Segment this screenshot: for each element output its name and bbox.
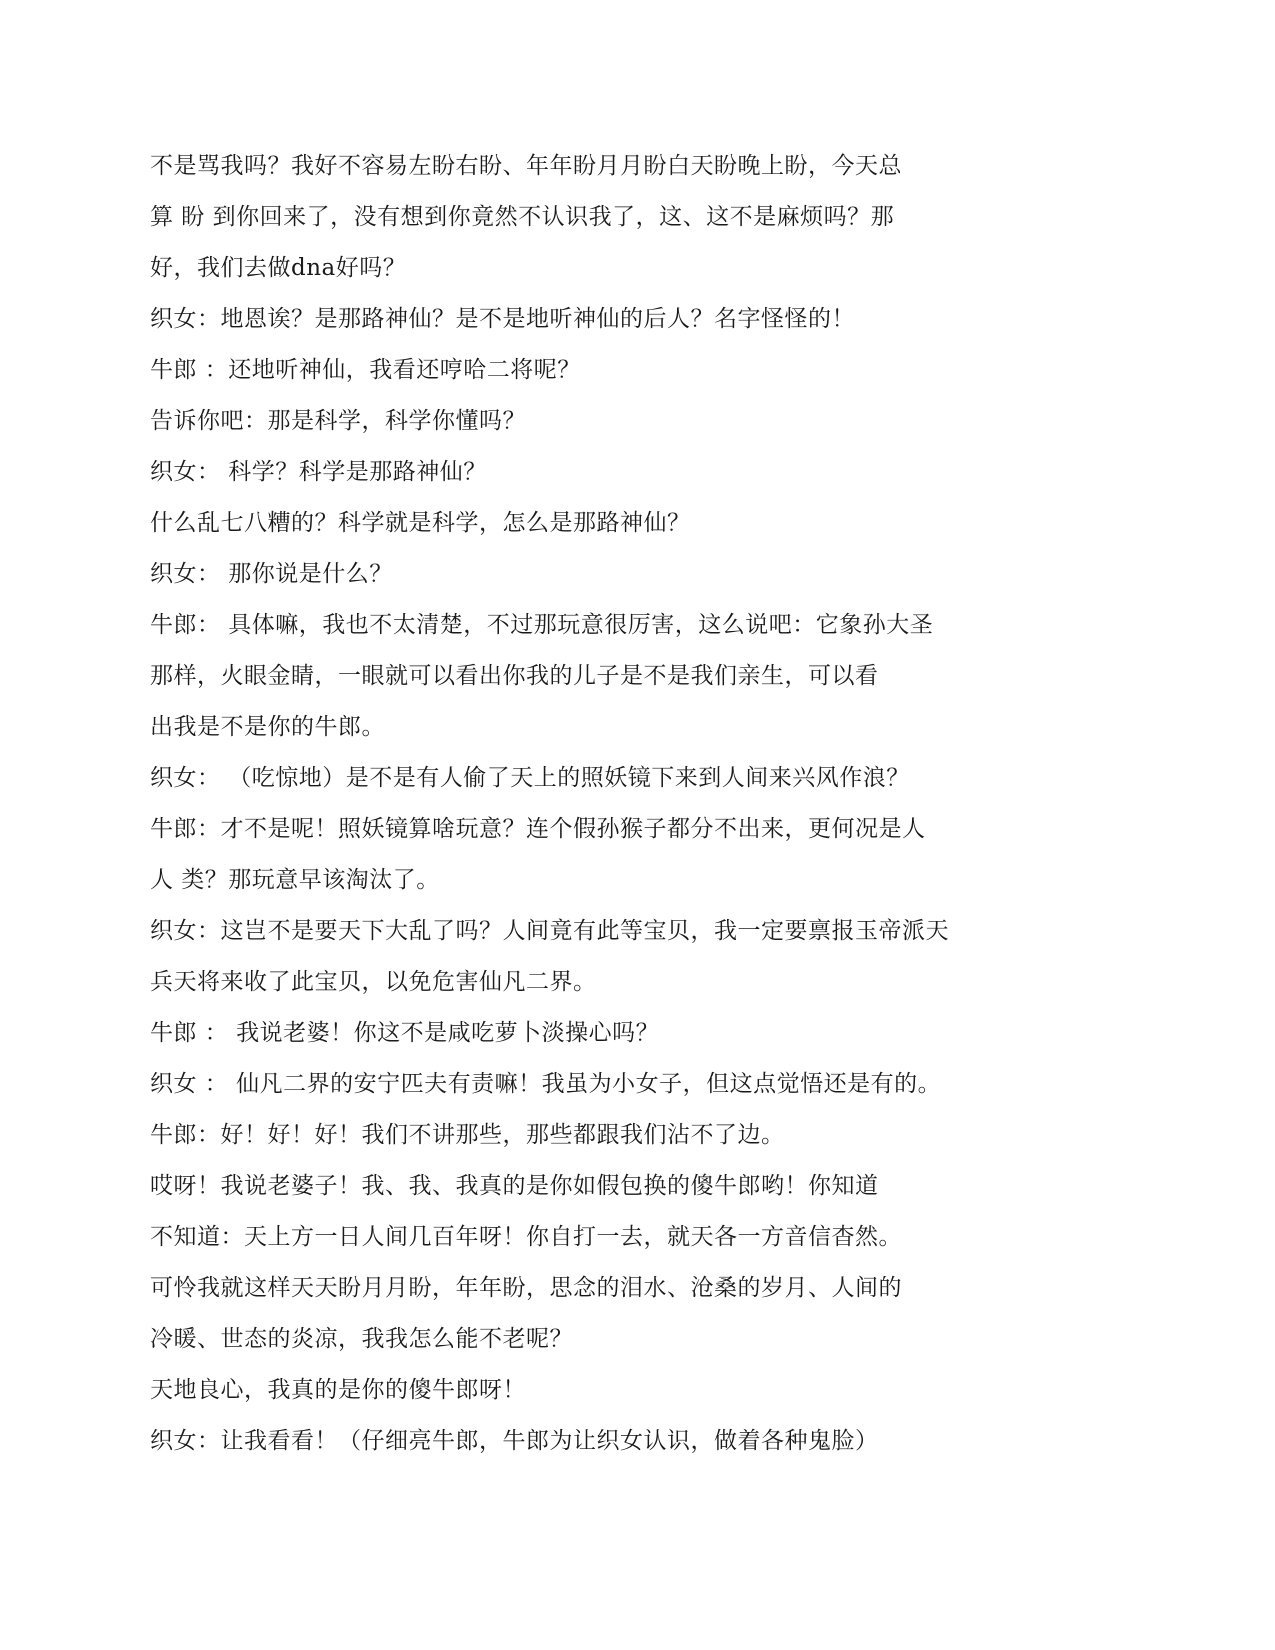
text-line: 牛郎： 具体嘛，我也不太清楚，不过那玩意很厉害，这么说吧：它象孙大圣	[150, 612, 934, 638]
text-line: 什么乱七八糟的？科学就是科学，怎么是那路神仙？	[150, 510, 691, 536]
text-line: 算 盼 到你回来了，没有想到你竟然不认识我了，这、这不是麻烦吗？那	[150, 204, 895, 230]
text-line: 织女： （吃惊地）是不是有人偷了天上的照妖镜下来到人间来兴风作浪？	[150, 765, 910, 791]
dialogue-text-block	[150, 141, 1050, 1467]
text-line: 不知道：天上方一日人间几百年呀！你自打一去，就天各一方音信杳然。	[150, 1224, 902, 1250]
text-line: 告诉你吧：那是科学，科学你懂吗？	[150, 408, 526, 434]
text-line: 牛郎：好！好！好！我们不讲那些，那些都跟我们沾不了边。	[150, 1122, 785, 1148]
text-line: 出我是不是你的牛郎。	[150, 714, 385, 740]
text-line: 可怜我就这样天天盼月月盼，年年盼，思念的泪水、沧桑的岁月、人间的	[150, 1275, 902, 1301]
text-line: 织女 ： 仙凡二界的安宁匹夫有责嘛！我虽为小女子，但这点觉悟还是有的。	[150, 1071, 942, 1097]
text-line: 织女： 科学？科学是那路神仙？	[150, 459, 487, 485]
text-line: 织女： 那你说是什么？	[150, 561, 393, 587]
text-line: 牛郎 ：还地听神仙，我看还哼哈二将呢？	[150, 357, 581, 383]
text-line: 哎呀！我说老婆子！我、我、我真的是你如假包换的傻牛郎哟！你知道	[150, 1173, 879, 1199]
text-line: 那样，火眼金睛，一眼就可以看出你我的儿子是不是我们亲生，可以看	[150, 663, 879, 689]
text-line: 牛郎 ： 我说老婆！你这不是咸吃萝卜淡操心吗？	[150, 1020, 660, 1046]
text-line: 牛郎：才不是呢！照妖镜算啥玩意？连个假孙猴子都分不出来，更何况是人	[150, 816, 926, 842]
text-line: 织女：这岂不是要天下大乱了吗？人间竟有此等宝贝，我一定要禀报玉帝派天	[150, 918, 949, 944]
text-line: 好，我们去做dna好吗？	[150, 255, 407, 281]
text-line: 织女：地恩诶？是那路神仙？是不是地听神仙的后人？名字怪怪的！	[150, 306, 855, 332]
text-line: 人 类？那玩意早该淘汰了。	[150, 867, 440, 893]
text-line: 织女：让我看看！（仔细亮牛郎，牛郎为让织女认识，做着各种鬼脸）	[150, 1428, 879, 1454]
text-line: 兵天将来收了此宝贝，以免危害仙凡二界。	[150, 969, 597, 995]
text-line: 冷暖、世态的炎凉，我我怎么能不老呢？	[150, 1326, 573, 1352]
text-line: 不是骂我吗？我好不容易左盼右盼、年年盼月月盼白天盼晚上盼，今天总	[150, 153, 902, 179]
text-line: 天地良心，我真的是你的傻牛郎呀！	[150, 1377, 526, 1403]
